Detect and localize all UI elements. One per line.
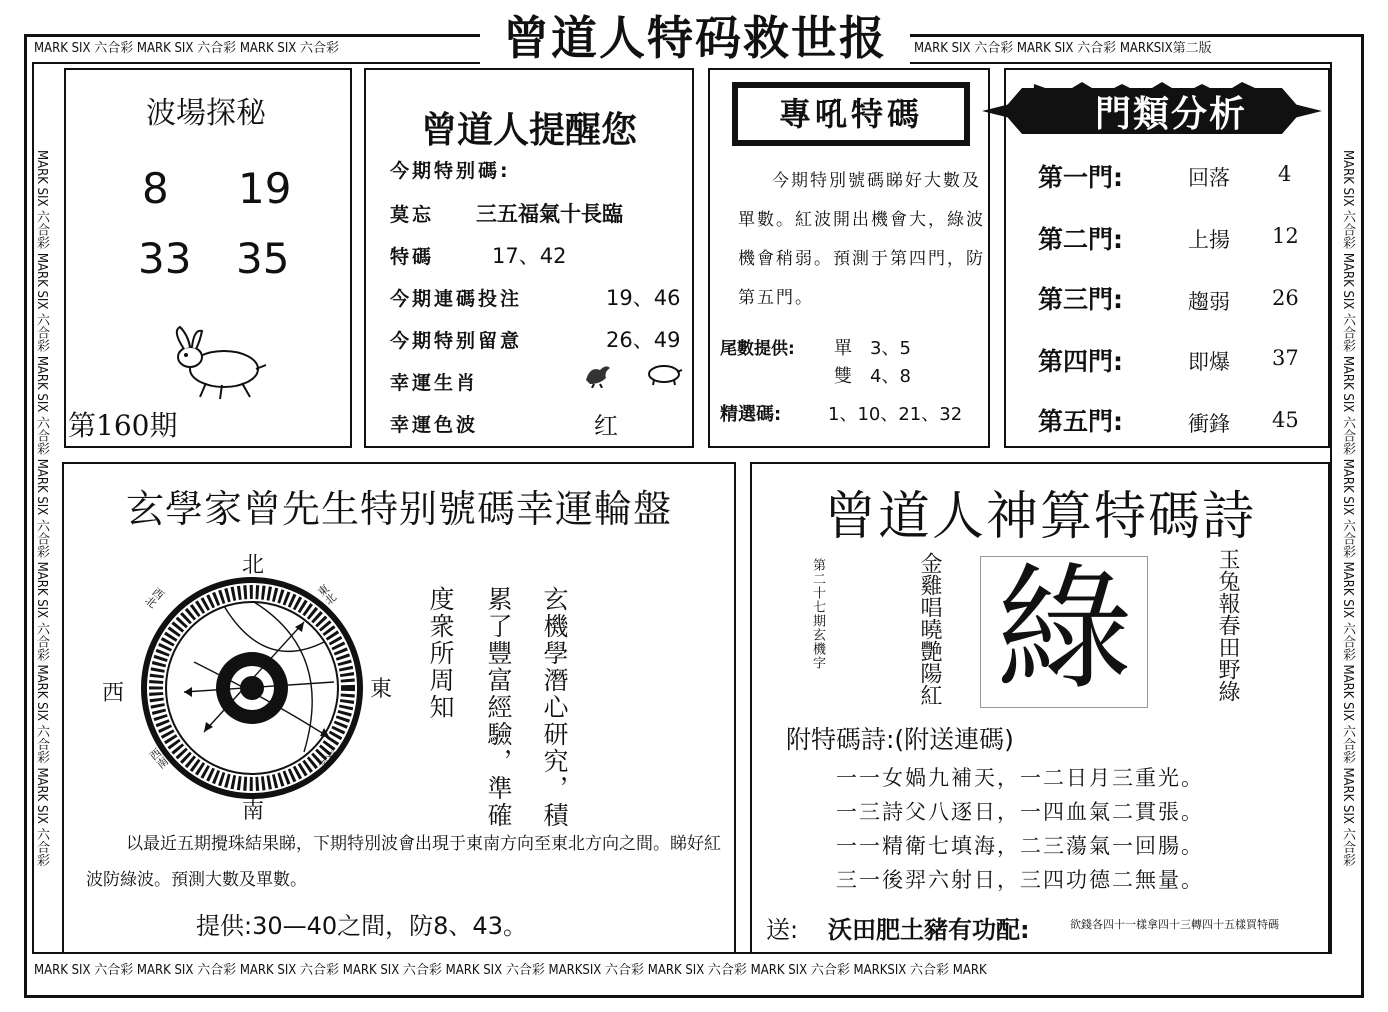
gate-label: 第一門: <box>1038 163 1123 192</box>
panel-bochang <box>64 68 352 448</box>
tixing-row-label: 今期連碼投注 <box>390 288 523 310</box>
select-value: 1、10、21、32 <box>828 404 963 425</box>
panel-shi <box>750 462 1330 954</box>
send-value: 沃田肥土豬有功配: <box>828 916 1030 944</box>
dir-northwest: 西北 <box>142 584 167 610</box>
border-strip-top-left: MARK SIX 六合彩 MARK SIX 六合彩 MARK SIX 六合彩 <box>34 41 340 56</box>
dir-north: 北 <box>242 553 265 578</box>
gate-label: 第二門: <box>1038 225 1123 254</box>
poem-line: 一一女媧九補天，一二日月三重光。 <box>836 766 1204 790</box>
lunpan-verse-col: 度衆所周知 <box>426 586 455 721</box>
pig-icon <box>644 362 684 386</box>
panel-tixing <box>364 68 694 448</box>
gate-word: 趨弱 <box>1188 290 1230 314</box>
tixing-row-value: 三五福氣十長臨 <box>476 202 623 226</box>
tail-double: 雙 4、8 <box>834 366 911 387</box>
shi-left-column: 金雞唱曉艷陽紅 <box>917 552 942 706</box>
lunpan-title: 玄學家曾先生特别號碼幸運輪盤 <box>125 487 672 531</box>
tixing-row-label: 莫忘 <box>390 204 435 226</box>
gate-word: 衝鋒 <box>1188 412 1230 436</box>
lunpan-verse-col: 玄機學潛心研究，積 <box>540 586 569 829</box>
shi-title: 曾道人神算特碼詩 <box>823 487 1256 547</box>
masthead-title: 曾道人特码救世报 <box>480 8 910 68</box>
zhuanhong-title: 專吼特碼 <box>738 88 964 140</box>
panel-lunpan <box>62 462 736 954</box>
tixing-row-label: 今期特别留意 <box>390 330 523 352</box>
shi-issue-column: 第二十七期玄機字 <box>810 558 825 670</box>
send-label: 送: <box>766 916 799 944</box>
gate-label: 第五門: <box>1038 407 1123 436</box>
gate-word: 上揚 <box>1188 228 1230 252</box>
tixing-row-value: 19、46 <box>606 286 681 310</box>
dir-east: 東 <box>370 677 393 702</box>
send-note: 欲錢各四十一樣拿四十三轉四十五樣買特碼 <box>1070 918 1279 931</box>
select-label: 精選碼: <box>720 404 782 425</box>
menlei-title: 門類分析 <box>1094 94 1247 135</box>
tixing-row-value: 17、42 <box>492 244 567 268</box>
gate-word: 回落 <box>1188 166 1230 190</box>
dir-southeast: 東南 <box>316 746 341 772</box>
rabbit-icon <box>166 325 276 403</box>
gate-number: 26 <box>1272 286 1299 310</box>
zhuanhong-text: 今期特別號碼睇好大數及單數。紅波開出機會大，綠波機會稍弱。預測于第四門，防第五門。 <box>738 171 985 308</box>
lunpan-note: 以最近五期攪珠結果睇，下期特別波會出現于東南方向至東北方向之間。睇好紅波防綠波。預測大數及單數。 <box>86 834 721 890</box>
big-char-box <box>980 551 1148 709</box>
gate-number: 45 <box>1272 408 1299 432</box>
gate-number: 12 <box>1272 224 1299 248</box>
bochang-number-3: 33 <box>138 234 192 283</box>
poem-line: 一一精衛七填海，二三蕩氣一回腸。 <box>836 834 1204 858</box>
shi-right-column: 玉兔報春田野綠 <box>1215 548 1240 702</box>
dir-south: 南 <box>242 799 265 824</box>
border-strip-left: MARK SIX 六合彩 MARK SIX 六合彩 MARK SIX 六合彩 MARK SIX 六合彩 MARK SIX 六合彩 MARK SIX 六合彩 MARK SIX 六合彩 <box>34 149 49 867</box>
gate-number: 37 <box>1272 346 1299 370</box>
border-strip-top-right: MARK SIX 六合彩 MARK SIX 六合彩 MARKSIX第二版 <box>914 41 1212 56</box>
gate-number: 4 <box>1278 162 1292 186</box>
panel-zhuanhong <box>708 68 990 448</box>
border-strip-bottom: MARK SIX 六合彩 MARK SIX 六合彩 MARK SIX 六合彩 MARK SIX 六合彩 MARK SIX 六合彩 MARKSIX 六合彩 MARK SIX 六合彩 MARK SIX 六合彩 MARKSIX 六合彩 MARK <box>34 963 987 978</box>
tixing-row-label: 幸運生肖 <box>390 372 479 394</box>
dir-southwest: 西南 <box>146 746 171 772</box>
tixing-row-value: 红 <box>594 412 618 440</box>
tail-single: 單 3、5 <box>834 338 911 359</box>
bochang-number-2: 19 <box>238 164 292 213</box>
issue-number: 第160期 <box>68 409 178 442</box>
tixing-row-label: 特碼 <box>390 246 435 268</box>
tixing-row-label: 幸運色波 <box>390 414 479 436</box>
tixing-row-value: 26、49 <box>606 328 681 352</box>
dir-west: 西 <box>102 681 125 706</box>
gate-label: 第四門: <box>1038 347 1123 376</box>
gate-label: 第三門: <box>1038 285 1123 314</box>
lunpan-provide: 提供:30—40之間，防8、43。 <box>196 912 527 940</box>
bochang-number-4: 35 <box>236 234 290 283</box>
gate-word: 即爆 <box>1188 350 1230 374</box>
bochang-number-1: 8 <box>142 164 169 213</box>
panel-menlei <box>1004 68 1330 448</box>
rooster-icon <box>580 360 616 388</box>
poem-line: 一三詩父八逐日，一四血氣二貫張。 <box>836 800 1204 824</box>
bochang-title: 波場探秘 <box>146 96 266 131</box>
tixing-row-label: 今期特别碼: <box>390 160 511 182</box>
tail-label: 尾數提供: <box>720 339 795 359</box>
big-char: 綠 <box>996 551 1132 709</box>
lunpan-verse-col: 累了豐富經驗，準確 <box>484 586 513 829</box>
poem-line: 三一後羿六射日，三四功德二無量。 <box>836 868 1204 892</box>
dir-northeast: 東北 <box>314 582 339 608</box>
tixing-title: 曾道人提醒您 <box>420 110 637 151</box>
border-strip-right: MARK SIX 六合彩 MARK SIX 六合彩 MARK SIX 六合彩 MARK SIX 六合彩 MARK SIX 六合彩 MARK SIX 六合彩 MARK SIX 六合彩 <box>1340 149 1355 867</box>
shi-subtitle: 附特碼詩:(附送連碼) <box>786 725 1014 754</box>
zhuanhong-title-plate <box>732 82 970 146</box>
